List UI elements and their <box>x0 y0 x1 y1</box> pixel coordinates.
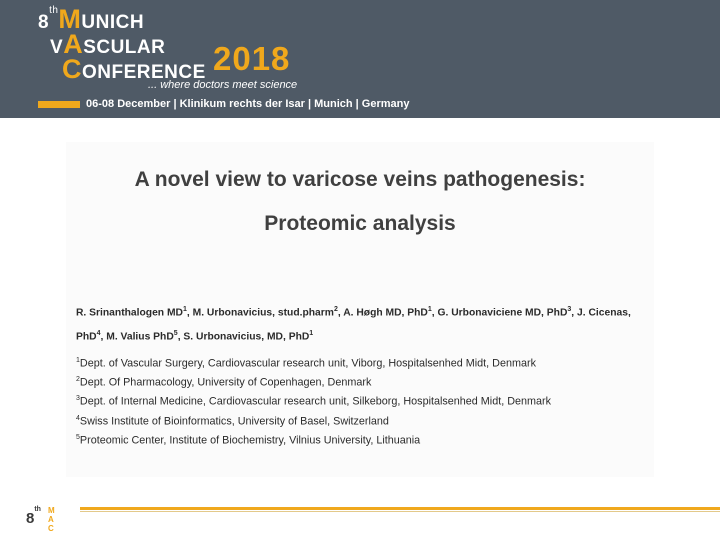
author-affiliation-ref: 3 <box>567 306 572 313</box>
conference-info: 06-08 December | Klinikum rechts der Isar | Munich | Germany <box>86 98 410 110</box>
author-separator: , <box>431 307 438 319</box>
logo-word-unich: UNICH <box>81 12 145 33</box>
author-affiliation-ref: 2 <box>333 306 338 313</box>
conference-header <box>0 0 720 118</box>
affiliation-text: Swiss Institute of Bioinformatics, University of Basel, Switzerland <box>79 415 389 428</box>
author-name: M. Urbonavicius, stud.pharm <box>192 307 334 319</box>
footer-logo-letter: A <box>48 515 54 524</box>
affiliation-text: Proteomic Center, Institute of Biochemistry, Vilnius University, Lithuania <box>79 434 421 447</box>
footer-accent-line-thin <box>80 511 720 512</box>
author-separator: , <box>186 307 193 319</box>
logo-initial-a: A <box>63 29 84 59</box>
footer-logo <box>26 506 55 533</box>
affiliation-number: 1 <box>76 357 80 364</box>
footer-logo-suffix: th <box>34 506 41 513</box>
footer-logo-letter: M <box>48 506 55 515</box>
author-list <box>76 299 656 348</box>
footer-logo-mac <box>48 506 58 533</box>
affiliation-item <box>76 411 666 430</box>
author-name: A. Høgh MD, PhD <box>343 307 428 319</box>
author-separator: , <box>100 331 107 343</box>
footer-accent-line <box>80 507 720 510</box>
slide-title-line2: Proteomic analysis <box>264 212 456 235</box>
author-separator: , <box>571 307 578 319</box>
author-affiliation-ref: 1 <box>182 306 187 313</box>
affiliation-item <box>76 391 666 410</box>
affiliation-item <box>76 353 666 372</box>
author-affiliation-ref: 1 <box>309 330 314 338</box>
author-name: G. Urbonaviciene MD, PhD <box>437 307 568 319</box>
logo-edition-number: 8 <box>38 12 50 33</box>
logo-initial-m: M <box>58 4 82 34</box>
logo-word-scular: SCULAR <box>83 37 166 58</box>
author-affiliation-ref: 5 <box>173 330 178 338</box>
author-affiliation-ref: 1 <box>427 306 432 313</box>
author-separator: , <box>177 331 184 343</box>
author-separator: , <box>337 307 344 319</box>
footer-logo-number: 8 <box>26 510 35 527</box>
logo-line-munich <box>38 6 144 33</box>
affiliation-list <box>76 353 666 449</box>
affiliation-text: Dept. Of Pharmacology, University of Copenhagen, Denmark <box>79 376 372 389</box>
logo-prefix-v: V <box>50 37 64 58</box>
affiliation-number: 2 <box>76 376 80 384</box>
header-accent-bar <box>38 101 80 108</box>
affiliation-item <box>76 372 666 391</box>
slide-title-line1: A novel view to varicose veins pathogenesis: <box>134 168 586 191</box>
logo-edition-suffix: th <box>49 4 59 16</box>
conference-year: 2018 <box>213 40 291 77</box>
affiliation-text: Dept. of Internal Medicine, Cardiovascular research unit, Silkeborg, Hospitalsenhed Midt, Denmark <box>79 395 551 408</box>
affiliation-number: 3 <box>76 395 80 403</box>
footer-logo-letter: C <box>48 524 54 533</box>
author-name: R. Srinanthalogen MD <box>76 307 183 319</box>
author-name: J. Cicenas, PhD <box>76 307 631 343</box>
author-name: M. Valius PhD <box>106 331 174 343</box>
affiliation-number: 4 <box>76 414 80 422</box>
author-name: S. Urbonavicius, MD, PhD <box>183 331 310 343</box>
logo-initial-c: C <box>62 54 82 84</box>
affiliation-text: Dept. of Vascular Surgery, Cardiovascular research unit, Viborg, Hospitalsenhed Midt, Denmark <box>79 357 536 370</box>
affiliation-item <box>76 430 666 449</box>
conference-tagline: ... where doctors meet science <box>148 79 298 91</box>
logo-word-onference: ONFERENCE <box>82 62 206 83</box>
affiliation-number: 5 <box>76 433 80 441</box>
author-affiliation-ref: 4 <box>96 330 101 338</box>
